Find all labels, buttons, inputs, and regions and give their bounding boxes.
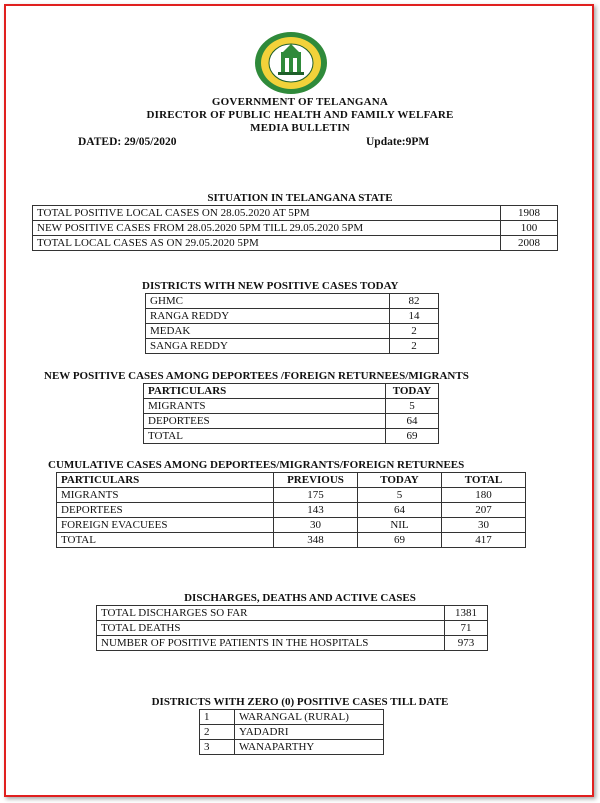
previous-count: 175: [274, 488, 358, 503]
previous-count: 30: [274, 518, 358, 533]
total-count: 417: [442, 533, 526, 548]
total-count: 180: [442, 488, 526, 503]
header-previous: PREVIOUS: [274, 473, 358, 488]
table-row: [33, 206, 558, 221]
serial-number: 3: [200, 740, 235, 755]
table-row: [33, 221, 558, 236]
district-name: GHMC: [146, 294, 390, 309]
today-count: NIL: [358, 518, 442, 533]
district-count: 2: [390, 324, 439, 339]
table-row: [57, 533, 526, 548]
particular-name: FOREIGN EVACUEES: [57, 518, 274, 533]
district-name: SANGA REDDY: [146, 339, 390, 354]
district-name: MEDAK: [146, 324, 390, 339]
district-name: YADADRI: [235, 725, 384, 740]
previous-count: 348: [274, 533, 358, 548]
today-count: 5: [386, 399, 439, 414]
situation-label: TOTAL POSITIVE LOCAL CASES ON 28.05.2020 AT 5PM: [33, 206, 501, 221]
bulletin-date: DATED: 29/05/2020: [78, 136, 177, 148]
header-government: GOVERNMENT OF TELANGANA: [211, 96, 389, 108]
header-today: TODAY: [358, 473, 442, 488]
header-particulars: PARTICULARS: [144, 384, 386, 399]
district-name: RANGA REDDY: [146, 309, 390, 324]
districts-new-table: [145, 293, 439, 354]
table-row: [144, 399, 439, 414]
particular-name: DEPORTEES: [57, 503, 274, 518]
telangana-emblem-icon: [252, 30, 330, 96]
header-today: TODAY: [386, 384, 439, 399]
discharges-title: DISCHARGES, DEATHS AND ACTIVE CASES: [184, 592, 416, 604]
district-count: 82: [390, 294, 439, 309]
table-row: [146, 294, 439, 309]
discharge-value: 1381: [445, 606, 488, 621]
today-count: 5: [358, 488, 442, 503]
situation-label: NEW POSITIVE CASES FROM 28.05.2020 5PM TILL 29.05.2020 5PM: [33, 221, 501, 236]
today-count: 64: [386, 414, 439, 429]
districts-new-title: DISTRICTS WITH NEW POSITIVE CASES TODAY: [142, 280, 399, 292]
district-name: WANAPARTHY: [235, 740, 384, 755]
zero-districts-title: DISTRICTS WITH ZERO (0) POSITIVE CASES TILL DATE: [151, 696, 449, 708]
particular-name: TOTAL: [144, 429, 386, 444]
table-header-row: [144, 384, 439, 399]
discharge-value: 71: [445, 621, 488, 636]
table-header-row: [57, 473, 526, 488]
particular-name: MIGRANTS: [57, 488, 274, 503]
table-row: [57, 518, 526, 533]
table-row: [97, 621, 488, 636]
serial-number: 2: [200, 725, 235, 740]
table-row: [97, 606, 488, 621]
cumulative-title: CUMULATIVE CASES AMONG DEPORTEES/MIGRANTS/FOREIGN RETURNEES: [48, 459, 465, 471]
particular-name: MIGRANTS: [144, 399, 386, 414]
particular-name: DEPORTEES: [144, 414, 386, 429]
today-count: 64: [358, 503, 442, 518]
table-row: [33, 236, 558, 251]
table-row: [200, 725, 384, 740]
situation-table: [32, 205, 558, 251]
today-count: 69: [358, 533, 442, 548]
discharges-table: [96, 605, 488, 651]
situation-value: 100: [501, 221, 558, 236]
particular-name: TOTAL: [57, 533, 274, 548]
total-count: 30: [442, 518, 526, 533]
discharge-label: TOTAL DISCHARGES SO FAR: [97, 606, 445, 621]
zero-districts-table: [199, 709, 384, 755]
discharge-value: 973: [445, 636, 488, 651]
district-count: 2: [390, 339, 439, 354]
table-row: [146, 339, 439, 354]
table-row: [200, 710, 384, 725]
district-name: WARANGAL (RURAL): [235, 710, 384, 725]
table-row: [144, 429, 439, 444]
today-count: 69: [386, 429, 439, 444]
table-row: [144, 414, 439, 429]
deportees-today-title: NEW POSITIVE CASES AMONG DEPORTEES /FOREIGN RETURNEES/MIGRANTS: [44, 370, 469, 382]
discharge-label: TOTAL DEATHS: [97, 621, 445, 636]
serial-number: 1: [200, 710, 235, 725]
deportees-today-table: [143, 383, 439, 444]
header-media-bulletin: MEDIA BULLETIN: [250, 122, 350, 134]
table-row: [57, 503, 526, 518]
cumulative-table: [56, 472, 526, 548]
situation-value: 1908: [501, 206, 558, 221]
header-total: TOTAL: [442, 473, 526, 488]
situation-value: 2008: [501, 236, 558, 251]
district-count: 14: [390, 309, 439, 324]
table-row: [146, 324, 439, 339]
table-row: [57, 488, 526, 503]
previous-count: 143: [274, 503, 358, 518]
table-row: [200, 740, 384, 755]
header-director: DIRECTOR OF PUBLIC HEALTH AND FAMILY WELFARE: [146, 109, 454, 121]
discharge-label: NUMBER OF POSITIVE PATIENTS IN THE HOSPITALS: [97, 636, 445, 651]
situation-title: SITUATION IN TELANGANA STATE: [207, 192, 393, 204]
header-particulars: PARTICULARS: [57, 473, 274, 488]
table-row: [146, 309, 439, 324]
bulletin-update-time: Update:9PM: [366, 136, 430, 148]
table-row: [97, 636, 488, 651]
situation-label: TOTAL LOCAL CASES AS ON 29.05.2020 5PM: [33, 236, 501, 251]
total-count: 207: [442, 503, 526, 518]
